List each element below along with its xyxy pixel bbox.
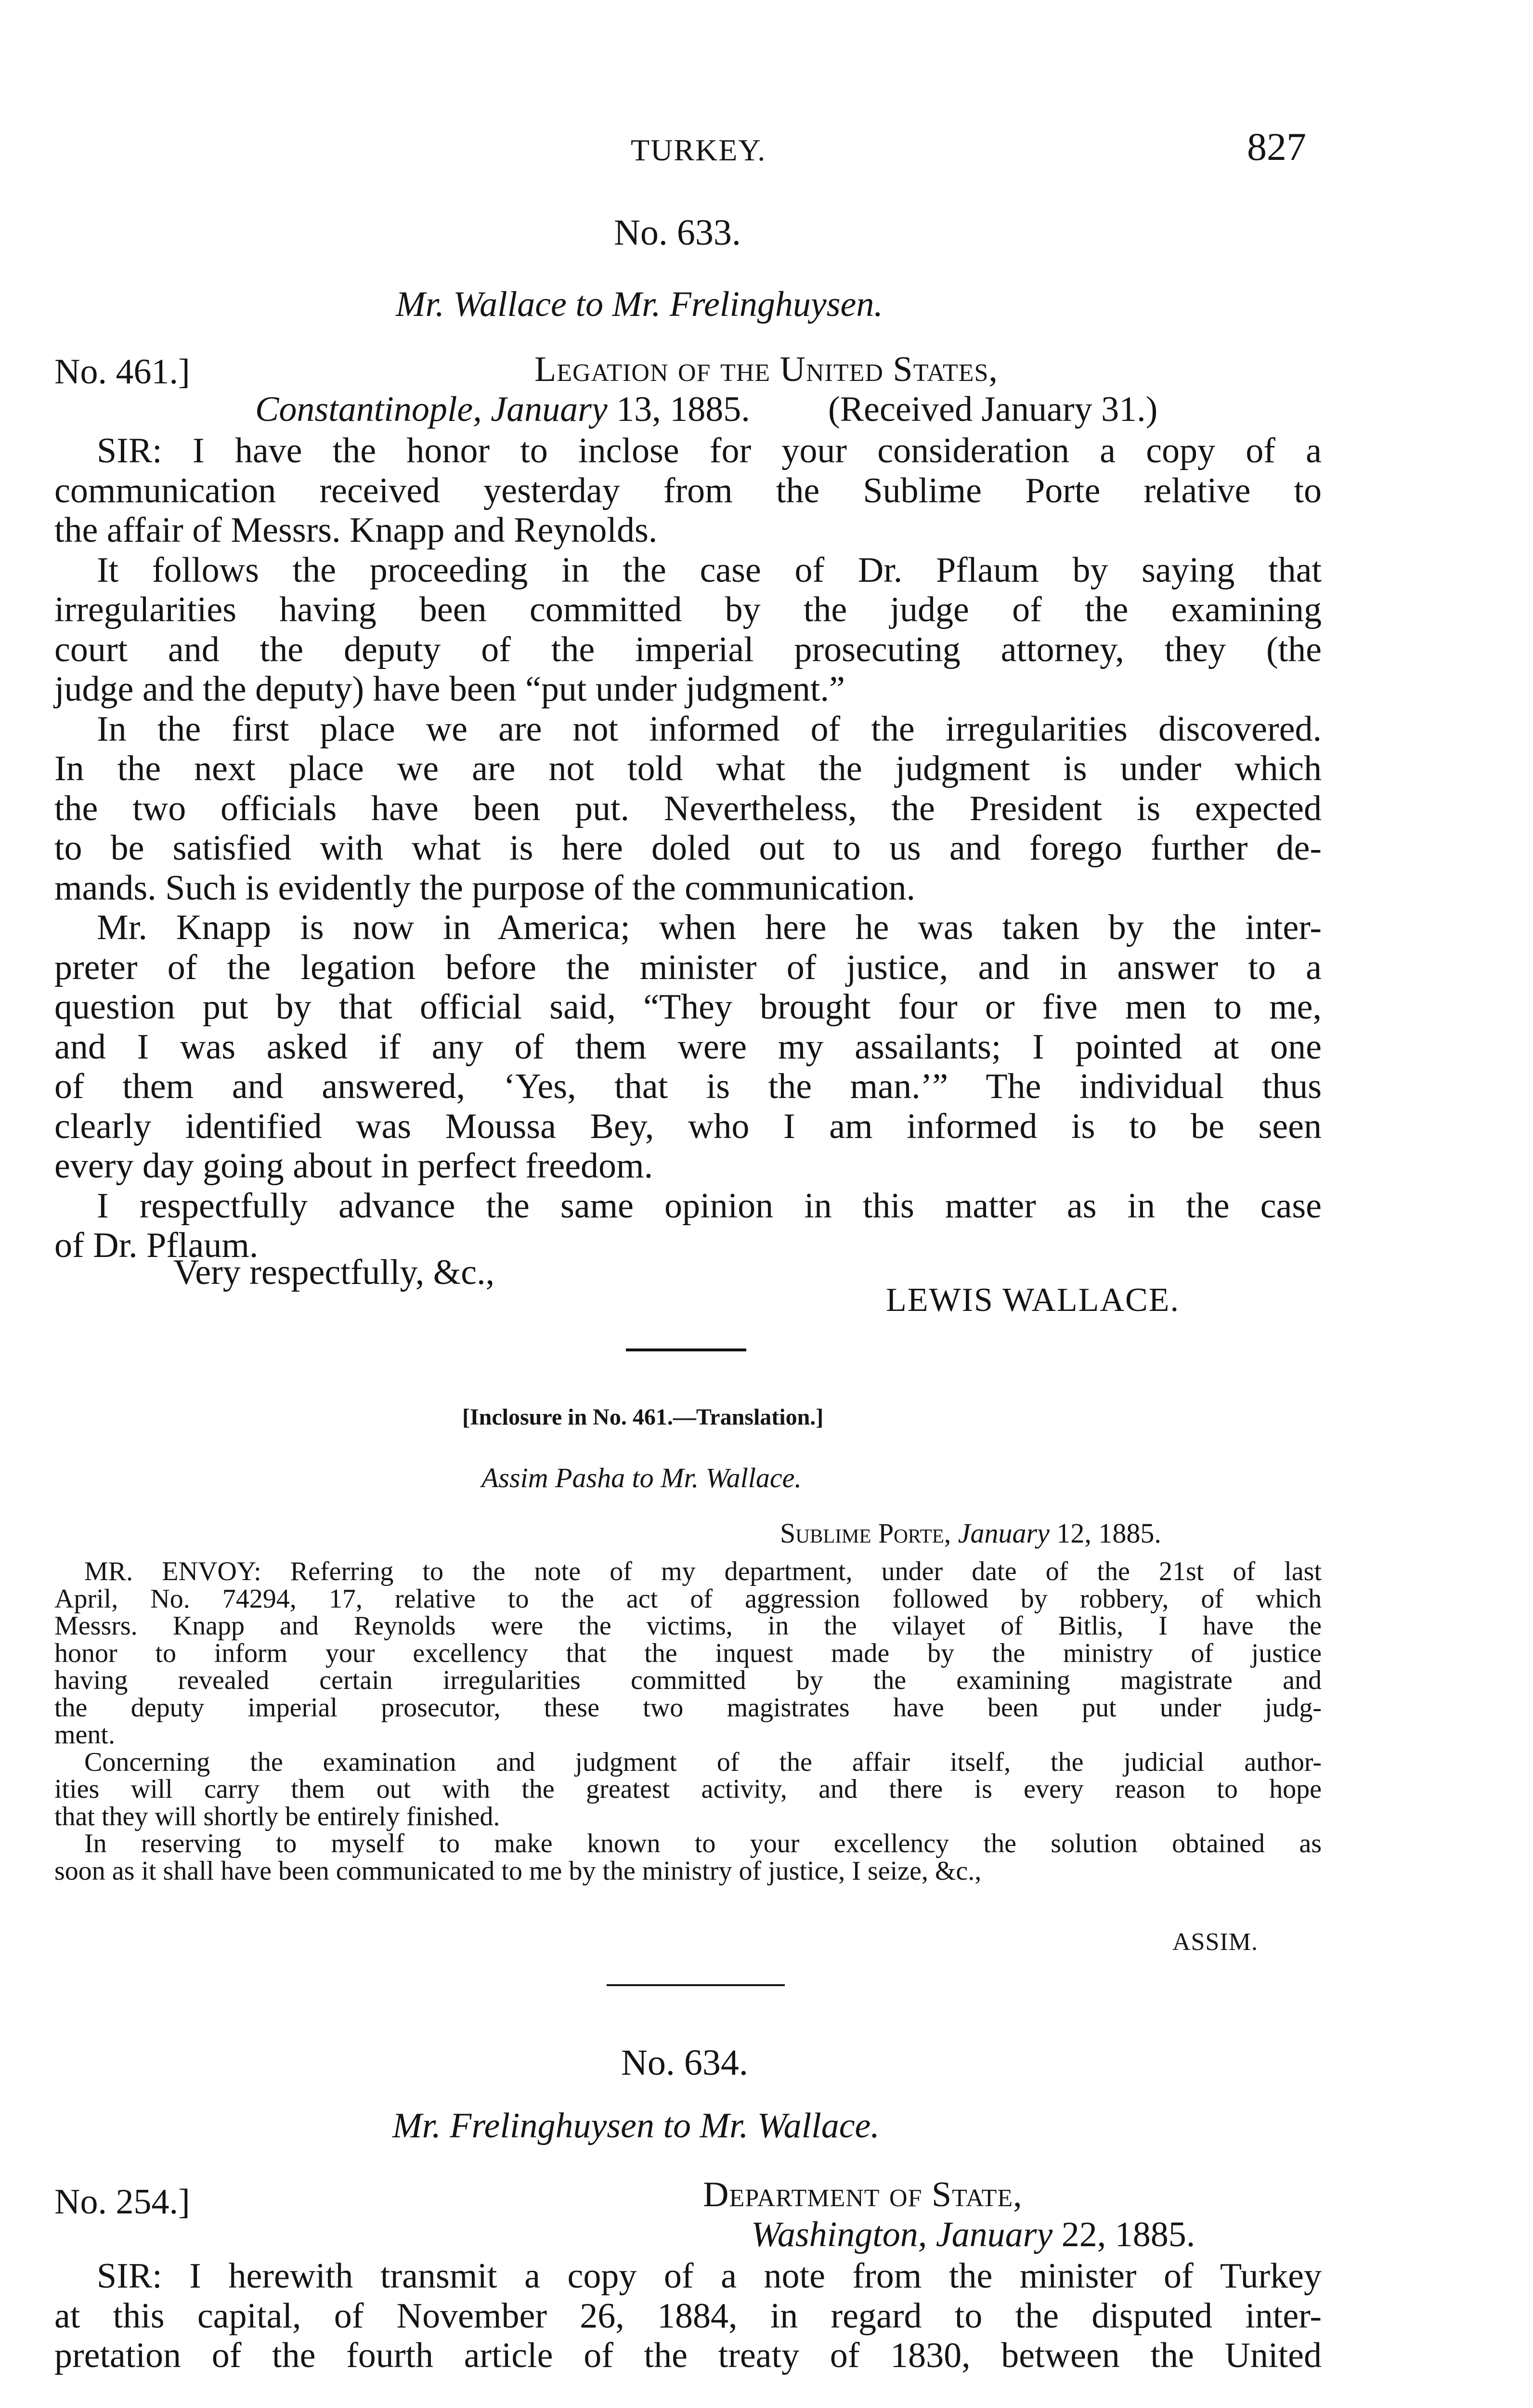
- inclosure-signature: ASSIM.: [1172, 1928, 1258, 1956]
- text-line: of them and answered, ‘Yes, that is the man.’” The individual thus: [54, 1067, 1322, 1106]
- inclosure-heading: Assim Pasha to Mr. Wallace.: [481, 1462, 802, 1493]
- dateline-month: January: [491, 390, 608, 429]
- paragraph: [54, 1830, 1322, 1885]
- text-line: In the next place we are not told what the judgment is under which: [54, 749, 1322, 788]
- dateline-place: Washington,: [751, 2215, 927, 2254]
- inclosure-dateline-rest: 12, 1885.: [1056, 1518, 1161, 1549]
- text-line: preter of the legation before the minister of justice, and in answer to a: [54, 947, 1322, 987]
- text-line: pretation of the fourth article of the treaty of 1830, between the United: [54, 2336, 1322, 2375]
- text-line: that they will shortly be entirely finished.: [54, 1801, 500, 1832]
- section-divider: [607, 1984, 785, 1986]
- text-line: In the first place we are not informed of the irregularities discovered.: [97, 709, 1322, 749]
- dateline-month: January: [935, 2215, 1053, 2254]
- text-line: Concerning the examination and judgment of the affair itself, the judicial author-: [84, 1747, 1322, 1777]
- text-line: to be satisfied with what is here doled out to us and forego further de-: [54, 828, 1322, 868]
- text-line: honor to inform your excellency that the inquest made by the ministry of justice: [54, 1638, 1322, 1668]
- text-line: I respectfully advance the same opinion in this matter as in the case: [97, 1186, 1322, 1226]
- text-line: ment.: [54, 1720, 115, 1750]
- paragraph: [54, 550, 1322, 709]
- letter-heading-633: Mr. Wallace to Mr. Frelinghuysen.: [396, 285, 883, 324]
- letter-body-633: [54, 431, 1322, 1266]
- inclosure-dateline-org: Sublime Porte,: [780, 1518, 951, 1549]
- page-number: 827: [1247, 125, 1306, 169]
- signature-wallace: LEWIS WALLACE.: [886, 1282, 1180, 1319]
- text-line: April, No. 74294, 17, relative to the act of aggression followed by robbery, of which: [54, 1584, 1322, 1614]
- text-line: In reserving to myself to make known to your excellency the solution obtained as: [84, 1829, 1322, 1858]
- text-line: It follows the proceeding in the case of Dr. Pflaum by saying that: [97, 550, 1322, 590]
- dateline-legation: Legation of the United States,: [534, 350, 998, 389]
- text-line: irregularities having been committed by the judge of the examining: [54, 590, 1322, 629]
- reference-number-461: No. 461.]: [54, 352, 190, 392]
- dateline-received: (Received January 31.): [828, 390, 1158, 429]
- inclosure-label: [Inclosure in No. 461.—Translation.]: [462, 1404, 824, 1430]
- text-line: the affair of Messrs. Knapp and Reynolds.: [54, 510, 658, 550]
- dateline-day-year: 13, 1885.: [616, 390, 750, 429]
- letter-body-634: [54, 2256, 1322, 2376]
- reference-number-254: No. 254.]: [54, 2182, 190, 2222]
- paragraph: [54, 709, 1322, 908]
- paragraph: [54, 908, 1322, 1186]
- inclosure-body: [54, 1558, 1322, 1885]
- inclosure-dateline-month: January: [958, 1518, 1050, 1549]
- inclosure-dateline: [780, 1517, 1161, 1549]
- text-line: every day going about in perfect freedom.: [54, 1146, 653, 1186]
- running-title: TURKEY.: [631, 133, 766, 167]
- paragraph: [54, 1558, 1322, 1749]
- letter-heading-634: Mr. Frelinghuysen to Mr. Wallace.: [392, 2106, 880, 2146]
- text-line: SIR: I have the honor to inclose for your consideration a copy of a: [97, 431, 1322, 471]
- text-line: of Dr. Pflaum.: [54, 1226, 259, 1265]
- text-line: court and the deputy of the imperial prosecuting attorney, they (the: [54, 629, 1322, 669]
- text-line: Mr. Knapp is now in America; when here he was taken by the inter-: [97, 908, 1322, 947]
- dateline-day-year: 22, 1885.: [1061, 2215, 1195, 2254]
- text-line: ities will carry them out with the greatest activity, and there is every reason to hope: [54, 1774, 1322, 1804]
- text-line: question put by that official said, “They brought four or five men to me,: [54, 987, 1322, 1027]
- paragraph: [54, 1749, 1322, 1831]
- text-line: communication received yesterday from the Sublime Porte relative to: [54, 471, 1322, 510]
- text-line: and I was asked if any of them were my assailants; I pointed at one: [54, 1027, 1322, 1067]
- text-line: at this capital, of November 26, 1884, in regard to the disputed inter-: [54, 2296, 1322, 2336]
- text-line: mands. Such is evidently the purpose of the communication.: [54, 868, 915, 908]
- text-line: having revealed certain irregularities committed by the examining magistrate and: [54, 1665, 1322, 1695]
- dateline-place-date: [255, 389, 750, 430]
- paragraph: [54, 431, 1322, 550]
- dateline-washington: [751, 2214, 1195, 2255]
- text-line: MR. ENVOY: Referring to the note of my department, under date of the 21st of last: [84, 1557, 1322, 1586]
- closing-salutation: Very respectfully, &c.,: [173, 1253, 495, 1292]
- text-line: Messrs. Knapp and Reynolds were the victims, in the vilayet of Bitlis, I have the: [54, 1611, 1322, 1641]
- text-line: the two officials have been put. Nevertheless, the President is expected: [54, 788, 1322, 828]
- text-line: SIR: I herewith transmit a copy of a note from the minister of Turkey: [97, 2256, 1322, 2296]
- text-line: clearly identified was Moussa Bey, who I am informed is to be seen: [54, 1106, 1322, 1146]
- section-divider: [626, 1348, 746, 1351]
- text-line: judge and the deputy) have been “put under judgment.”: [54, 669, 845, 709]
- text-line: soon as it shall have been communicated to me by the ministry of justice, I seize, &c.,: [54, 1856, 982, 1886]
- dateline-department: Department of State,: [703, 2175, 1023, 2214]
- text-line: the deputy imperial prosecutor, these two magistrates have been put under judg-: [54, 1692, 1322, 1723]
- document-number-634: No. 634.: [621, 2042, 748, 2083]
- dateline-place: Constantinople,: [255, 390, 482, 429]
- document-number-633: No. 633.: [614, 212, 741, 253]
